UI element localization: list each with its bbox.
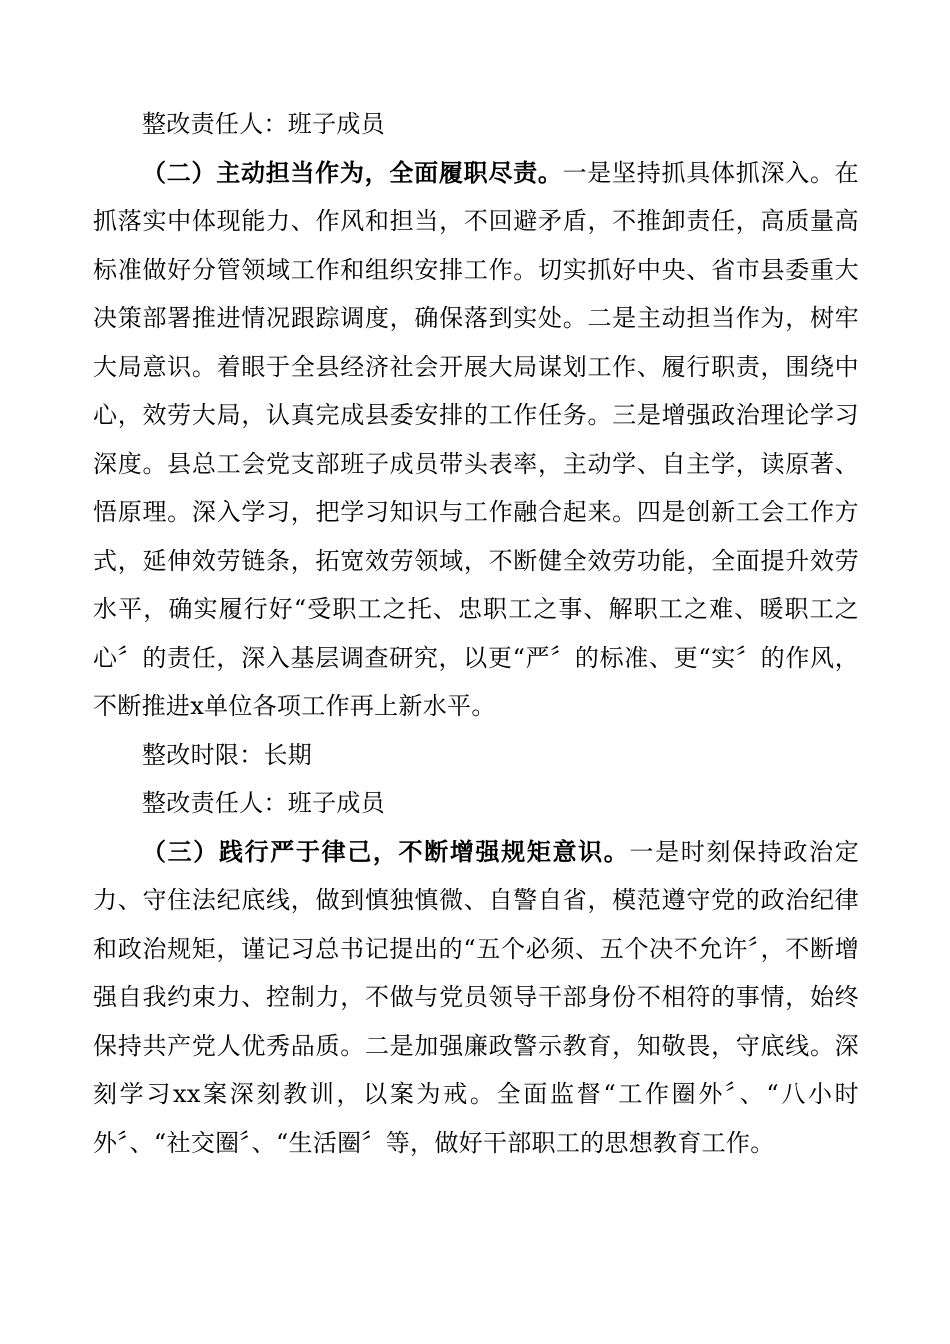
section-3-heading: （三）践行严于律己，不断增强规矩意识。 xyxy=(142,836,630,866)
deadline-line: 整改时限：长期 xyxy=(142,740,313,769)
section-3-paragraph xyxy=(93,828,859,1168)
section-2-paragraph xyxy=(93,149,859,731)
section-2-body: 一是坚持抓具体抓深入。在抓落实中体现能力、作风和担当，不回避矛盾，不推卸责任，高质量高标准做好分管领域工作和组织安排工作。切实抓好中央、省市县委重大决策部署推进情况跟踪调度，确保落到实处。二是主动担当作为，树牢大局意识。着眼于全县经济社会开展大局谋划工作、履行职责，围绕中心，效劳大局，认真完成县委安排的工作任务。三是增强政治理论学习深度。县总工会党支部班子成员带头表率，主动学、自主学，读原著、悟原理。深入学习，把学习知识与工作融合起来。四是创新工会工作方式，延伸效劳链条，拓宽效劳领域，不断健全效劳功能，全面提升效劳水平，确实履行好“受职工之托、忠职工之事、解职工之难、暖职工之心〞的责任，深入基层调查研究，以更“严〞的标准、更“实〞的作风，不断推进x单位各项工作再上新水平。 xyxy=(93,158,859,720)
section-3-body: 一是时刻保持政治定力、守住法纪底线，做到慎独慎微、自警自省，模范遵守党的政治纪律和政治规矩，谨记习总书记提出的“五个必须、五个决不允许〞，不断增强自我约束力、控制力，不做与党员领导干部身份不相符的事情，始终保持共产党人优秀品质。二是加强廉政警示教育，知敬畏，守底线。深刻学习xx案深刻教训，以案为戒。全面监督“工作圈外〞、“八小时外〞、“社交圈〞、“生活圈〞等，做好干部职工的思想教育工作。 xyxy=(93,837,859,1157)
responsible-person-line: 整改责任人：班子成员 xyxy=(142,110,385,138)
responsible-person-line-2: 整改责任人：班子成员 xyxy=(142,789,385,817)
section-2-heading: （二）主动担当作为，全面履职尽责。 xyxy=(142,157,563,187)
document-page xyxy=(93,100,859,1167)
